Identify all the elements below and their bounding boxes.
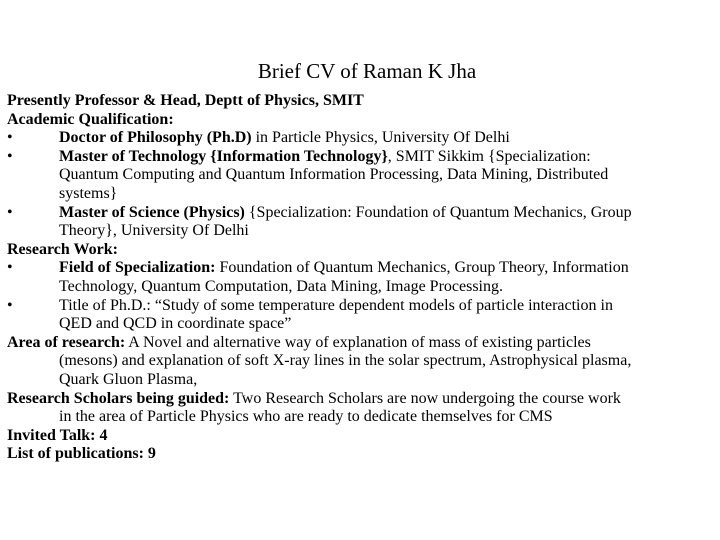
specialization-rest: Foundation of Quantum Mechanics, Group Theory, Information [215,259,629,277]
bullet-icon: • [7,147,13,165]
list-item-phd [7,129,713,148]
current-position: Presently Professor & Head, Deptt of Physics, SMIT [7,92,364,109]
area-line3: Quark Gluon Plasma, [59,370,198,388]
bullet-icon: • [7,129,13,147]
cv-body [7,92,713,464]
scholars-rest: Two Research Scholars are now undergoing the course work [229,389,621,407]
bullet-icon: • [7,296,13,314]
msc-degree: Master of Science [59,203,180,221]
academic-heading: Academic Qualification: [7,110,174,128]
msc-line2: Theory}, University Of Delhi [59,222,249,240]
invited-talk: Invited Talk: 4 [7,426,108,444]
bullet-icon: • [7,259,13,277]
scholars-label: Research Scholars being guided: [7,389,230,407]
list-item-mtech [7,148,713,204]
area-line2: (mesons) and explanation of soft X-ray lines in the solar spectrum, Astrophysical plasma, [59,352,632,370]
research-scholars [7,390,713,427]
area-rest: A Novel and alternative way of explanation of mass of existing particles [125,333,591,351]
mtech-rest: , SMIT Sikkim {Specialization: [387,147,591,165]
publications-count: List of publications: 9 [7,445,156,463]
list-item-thesis [7,297,713,334]
mtech-degree: Master of Technology [59,147,207,165]
research-heading: Research Work: [7,240,118,258]
thesis-line1: Title of Ph.D.: “Study of some temperature dependent models of particle interaction in [59,296,613,314]
list-item-msc [7,204,713,241]
phd-abbr: (Ph.D) [206,129,252,147]
scholars-line2: in the area of Particle Physics who are ready to dedicate themselves for CMS [59,408,553,426]
thesis-line2: QED and QCD in coordinate space” [59,315,292,333]
mtech-field: {Information Technology} [210,147,388,165]
phd-rest: in Particle Physics, University Of Delhi [251,129,510,147]
mtech-line3: systems} [59,184,118,202]
area-of-research [7,334,713,390]
page-title: Brief CV of Raman K Jha [257,59,477,83]
msc-rest: {Specialization: Foundation of Quantum Mechanics, Group [244,203,632,221]
bullet-icon: • [7,203,13,221]
area-label: Area of research: [7,333,126,351]
specialization-line2: Technology, Quantum Computation, Data Mining, Image Processing. [59,277,503,295]
specialization-label: Field of Specialization: [59,259,216,277]
mtech-line2: Quantum Computing and Quantum Information Processing, Data Mining, Distributed [59,166,609,184]
phd-degree: Doctor of Philosophy [59,129,203,147]
list-item-specialization [7,259,713,296]
msc-abbr: (Physics) [183,203,245,221]
